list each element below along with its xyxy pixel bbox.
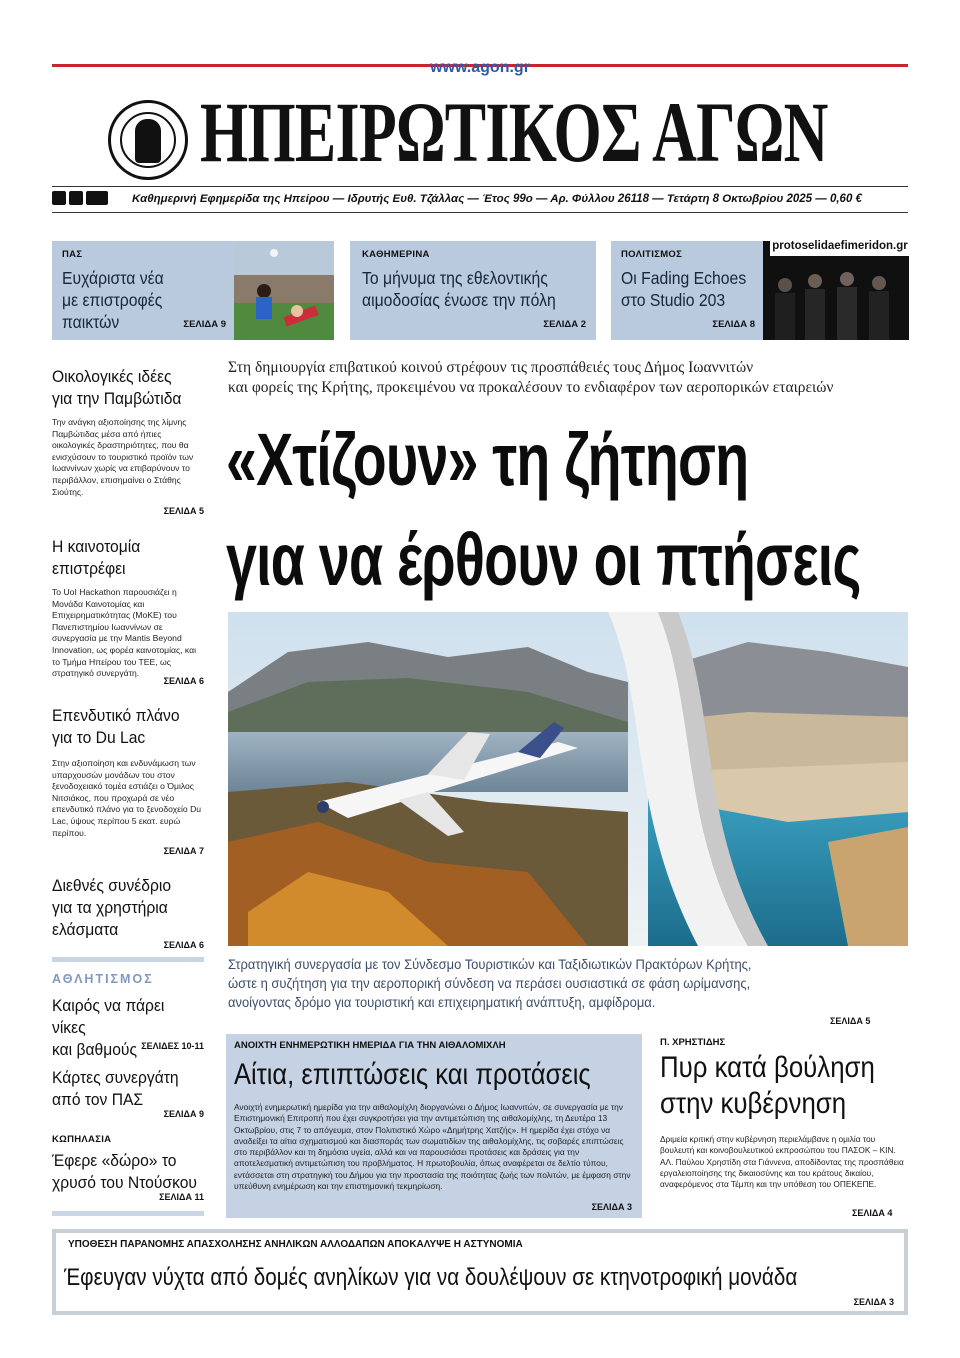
strap-rule-top (52, 186, 908, 187)
story-right-page: ΣΕΛΙΔΑ 4 (852, 1208, 893, 1218)
teaser-title: Ευχάριστα νέα με επιστροφές παικτών (62, 268, 164, 332)
sports-divider (52, 957, 204, 962)
lead-page: ΣΕΛΙΔΑ 5 (830, 1016, 871, 1026)
teaser-page: ΣΕΛΙΔΑ 8 (712, 319, 755, 330)
story-smog-kicker: ΑΝΟΙΧΤΗ ΕΝΗΜΕΡΩΤΙΚΗ ΗΜΕΡΙΔΑ ΓΙΑ ΤΗΝ ΑΙΘΑΛΟΜΙΧΛΗ (234, 1040, 506, 1051)
sidebar-body: Στην αξιοποίηση και ενδυνάμωση των υπαρχουσών μονάδων του στον ξενοδοχειακό τομέα εστιάζει ο Όμιλος Νιτσιάκος, που προχωρά σε νέο επενδυτικό πλάνο για το ξενοδοχείο Du Lac, ύψους περίπου 5 εκατ. ευρώ περίπου. (52, 758, 202, 838)
strap-rule-bottom (52, 212, 908, 213)
story-smog[interactable] (226, 1034, 642, 1218)
story-right-kicker: Π. ΧΡΗΣΤΙΔΗΣ (660, 1037, 726, 1048)
story-bottom[interactable] (52, 1229, 908, 1315)
sidebar-title[interactable]: Οικολογικές ιδέες για την Παμβώτιδα (52, 367, 182, 408)
lead-headline-line1[interactable]: «Χτίζουν» τη ζήτηση (226, 418, 749, 501)
teaser-daily[interactable] (350, 241, 596, 340)
lead-deck: Στη δημιουργία επιβατικού κοινού στρέφουν τις προσπάθειές τους Δήμος Ιωαννιτών και φορείς της Κρήτης, προκειμένου να προκαλέσουν το ενδιαφέρον των αεροπορικών εταιρειών (228, 359, 834, 396)
story-smog-title: Αίτια, επιπτώσεις και προτάσεις (234, 1058, 591, 1091)
sponsor-logos-icon (52, 191, 116, 207)
lead-headline-line2[interactable]: για να έρθουν οι πτήσεις (226, 518, 861, 601)
lead-hero-image (228, 612, 908, 946)
teaser-sports[interactable] (52, 241, 234, 340)
site-url[interactable]: www.agon.gr (430, 59, 530, 76)
sidebar-page: ΣΕΛΙΔΑ 6 (163, 940, 204, 950)
sports-page: ΣΕΛΙΔΑ 9 (163, 1109, 204, 1119)
teaser-culture[interactable] (611, 241, 763, 340)
teaser-title: Το μήνυμα της εθελοντικής αιμοδοσίας ένωσε την πόλη (362, 268, 556, 310)
sidebar-page: ΣΕΛΙΔΑ 7 (163, 846, 204, 856)
story-bottom-kicker: ΥΠΟΘΕΣΗ ΠΑΡΑΝΟΜΗΣ ΑΠΑΣΧΟΛΗΣΗΣ ΑΝΗΛΙΚΩΝ ΑΛΛΟΔΑΠΩΝ ΑΠΟΚΑΛΥΨΕ Η ΑΣΤΥΝΟΜΙΑ (68, 1239, 523, 1250)
sidebar-page: ΣΕΛΙΔΑ 5 (163, 506, 204, 516)
sports-title[interactable]: Έφερε «δώρο» το χρυσό του Ντούσκου (52, 1151, 197, 1192)
story-right-title[interactable]: Πυρ κατά βούληση στην κυβέρνηση (660, 1051, 875, 1120)
strapline: Καθημερινή Εφημερίδα της Ηπείρου — Ιδρυτής Ευθ. Τζάλλας — Έτος 99ο — Αρ. Φύλλου 26118 — Τετάρτη 8 Οκτωβρίου 2025 — 0,60 € (132, 193, 862, 205)
teaser-kicker: ΠΑΣ (62, 249, 83, 260)
story-smog-page: ΣΕΛΙΔΑ 3 (591, 1202, 632, 1212)
sports-page: ΣΕΛΙΔΑ 11 (159, 1192, 204, 1202)
watermark: protoselidaefimeridon.gr (770, 236, 910, 256)
teaser-kicker: ΚΑΘΗΜΕΡΙΝΑ (362, 249, 430, 260)
sidebar-page: ΣΕΛΙΔΑ 6 (163, 676, 204, 686)
story-bottom-title: Έφευγαν νύχτα από δομές ανηλίκων για να δουλέψουν σε κτηνοτροφική μονάδα (64, 1264, 798, 1291)
sports-divider-bottom (52, 1211, 204, 1216)
sidebar-title[interactable]: Επενδυτικό πλάνο για το Du Lac (52, 706, 180, 747)
masthead-title: ΗΠΕΙΡΩΤΙΚΟΣ ΑΓΩΝ (200, 84, 828, 180)
lead-caption: Στρατηγική συνεργασία με τον Σύνδεσμο Τουριστικών και Ταξιδιωτικών Πρακτόρων Κρήτης, ώστε η συζήτηση για την αεροπορική σύνδεση να περάσει ουσιαστικά σε φάση ωρίμανσης, ανοίγοντας δρόμο για τουριστική και επιχειρηματική ανάπτυξη, αμφίδρομα. (228, 957, 752, 1010)
teaser-page: ΣΕΛΙΔΑ 2 (543, 319, 586, 330)
sidebar-title[interactable]: Η καινοτομία επιστρέφει (52, 537, 141, 578)
football-photo (234, 241, 334, 340)
sports-page: ΣΕΛΙΔΕΣ 10-11 (141, 1041, 204, 1051)
sidebar-body: Το UoI Hackathon παρουσιάζει η Μονάδα Καινοτομίας και Επιχειρηματικότητας (ΜοΚΕ) του Πανεπιστημίου Ιωαννίνων σε συνεργασία με την Mantis Beyond Innovation, ως φορέα καινοτομίας, και το Τμήμα Ηπείρου του ΤΕΕ, ως στρατηγικό συνεργάτη. (52, 587, 196, 679)
story-right-body: Δριμεία κριτική στην κυβέρνηση περιελάμβανε η ομιλία του βουλευτή και κοινοβουλευτικού εκπροσώπου του ΠΑΣΟΚ – ΚΙΝ. ΑΛ. Παύλου Χρηστίδη στα Γιάννενα, αποδίδοντας της προσπάθεια εργαλειοποίησης της δικαιοσύνης και του κράτους δικαίου, αναφερόμενος στα Τέμπη και την υπόθεση του ΟΠΕΚΕΠΕ. (660, 1134, 904, 1190)
story-smog-body: Ανοιχτή ενημερωτική ημερίδα για την αιθαλομίχλη διοργανώνει ο Δήμος Ιωαννιτών, σε συνεργασία με την Επιστημονική Επιτροπή που έχει συγκροτήσει για την αντιμετώπιση της αιθαλομίχλης, τη Δευτέρα 13 Οκτωβρίου, στις 7 το απόγευμα, στον Πολιτιστικό Χώρο «Δημήτρης Χατζής». Η ημερίδα έχει στόχο να αναδείξει τα αίτια σχηματισμού και διασποράς των σωματιδίων της αιθαλομίχλης, τις σοβαρές επιπτώσεις στο περιβάλλον και τη δημόσια υγεία, αλλά και να παρουσιάσει προτάσεις και δράσεις για την αποτελεσματική αντιμετώπιση του προβλήματος. Η πρωτοβουλία, όπως αναφέρεται σε δελτίο τύπου, εντάσσεται στη στρατηγική του Δήμου για την προστασία της ποιότητας ζωής των πολιτών, με έμφαση στην υπεύθυνη ενημέρωση και την επιστημονική τεκμηρίωση. (234, 1102, 631, 1192)
sports-section-label: ΑΘΛΗΤΙΣΜΟΣ (52, 972, 154, 986)
sports-title[interactable]: Καιρός να πάρει νίκες και βαθμούς (52, 996, 165, 1059)
sports-title[interactable]: Κάρτες συνεργάτη από τον ΠΑΣ (52, 1068, 179, 1109)
sidebar-title[interactable]: Διεθνές συνέδριο για τα χρηστήρια ελάσματα (52, 876, 172, 939)
sidebar-body: Την ανάγκη αξιοποίησης της λίμνης Παμβώτιδας μέσα από ήπιες οικολογικές δραστηριότητες, που θα ενισχύσουν το τουριστικό προϊόν των Ιωαννίνων χωρίς να επιβαρύνουν το περιβάλλον, επισημαίνει ο Στάθης Σιούτης. (52, 417, 194, 497)
masthead-seal-icon (108, 100, 188, 180)
sports-kicker: ΚΩΠΗΛΑΣΙΑ (52, 1134, 112, 1145)
teaser-kicker: ΠΟΛΙΤΙΣΜΟΣ (621, 249, 683, 260)
teaser-page: ΣΕΛΙΔΑ 9 (183, 319, 226, 330)
story-bottom-page: ΣΕΛΙΔΑ 3 (853, 1297, 894, 1307)
teaser-title: Οι Fading Echoes στο Studio 203 (621, 268, 747, 310)
